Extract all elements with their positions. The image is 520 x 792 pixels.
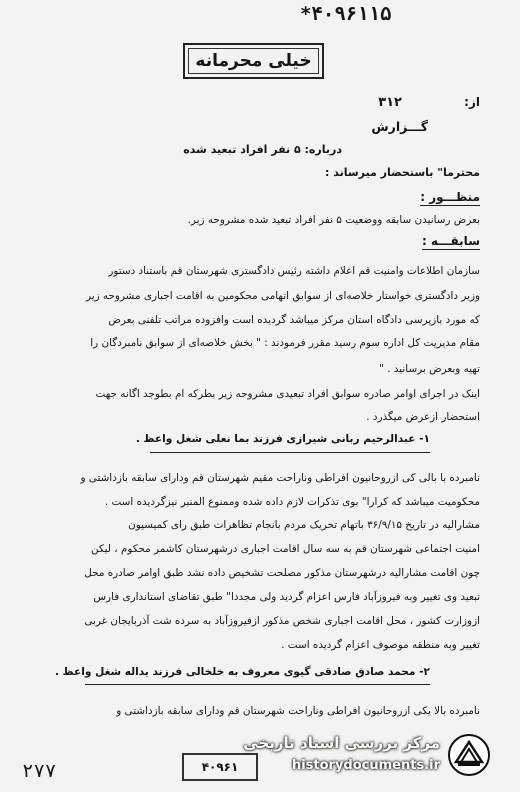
salutation: محترما" باستحضار میرساند : [324,166,480,179]
item1-title: ۱- عبدالرحیم ربانی شیرازی فرزند بما نعلی شغل واعظ . [135,433,430,445]
page-number: ۲۷۷ [22,760,57,782]
item1-line: چون اقامت مشارالیه درشهرستان مذکور مصلحت تشخیص داده نشد طبق اوامر صادره محل [84,567,480,579]
from-label: از: [464,95,480,109]
background-line: وزیر دادگستری خواستار خلاصه‌ای از سوابق اتهامی محکومین به اقامت اجباری مشروحه زیر [85,290,480,302]
archive-seal-icon [446,732,492,778]
item1-line: نامبرده با بالی کی ازروحانیون افراطی وناراحت مقیم شهرستان قم ودارای سابقه بازداشتی و [80,472,480,484]
document-number: *۴۰۹۶۱۱۵ [300,3,392,25]
background-heading-text: سابقـــه : [421,234,480,248]
background-line: مقام مدیریت کل اداره سوم رسید مقرر فرمودند : " بخش خلاصه‌ای از سوابق نامبردگان را [90,337,480,349]
item1-line: امنیت اجتماعی شهرستان قم به سه سال اقامت اجباری درشهرستان کاشمر محکوم ، لیکن [91,543,480,555]
item2-underline [85,684,430,685]
background-line: سازمان اطلاعات وامنیت قم اعلام داشته رئیس دادگستری شهرستان قم باستناد دستور [108,265,480,277]
bottom-stamp: ۴۰۹۶۱ [182,753,258,781]
purpose-text: بعرض رسانیدن سابقه ووضعیت ۵ نفر افراد تبعید شده مشروحه زیر. [187,214,480,226]
item1-line: تبعید وی تغییر وبه فیروزآباد فارس اعزام گردید ولی مجددا" طبق تقاضای استانداری فارس [93,591,480,603]
item1-underline [150,452,430,453]
item2-title: ۲- محمد صادق صادقی گیوی معروف به خلخالی فرزند یداله شغل واعظ . [54,666,430,678]
document-type: گـــزارش [371,119,428,134]
background-heading [422,234,480,248]
watermark-title: مرکز بررسی اسناد تاریخی [243,734,440,752]
item2-line: نامبرده بالا یکی ازروحانیون افراطی وناراحت شهرستان قم ودارای سابقه بازداشتی و [116,705,480,717]
from-value: ۳۱۲ [378,95,402,110]
watermark-url: historydocuments.ir [291,758,440,773]
closing-line: استحضار ازعرض میگذرد . [366,411,480,423]
item1-line: محکومیت میباشد که کرارا" بوی تذکرات لازم داده شده وممنوع المنبر نیزگردیده است . [104,496,480,508]
background-line: تهیه وبعرض برسانید . " [379,363,480,375]
purpose-heading-text: منظـــور : [420,190,480,204]
item1-line: تغییر وبه منطقه موصوف اعزام گردیده است . [281,639,480,651]
watermark [243,730,492,782]
item1-line: ازوزارت کشور ، محل اقامت اجباری شخص مذکور ازفیروزآباد به سرده شت آذربایجان غربی [84,615,480,627]
purpose-heading [420,190,480,204]
closing-line: اینک در اجرای اوامر صادره سوابق افراد تبعیدی مشروحه زیر بطرکه ام بطوجد اگانه جهت [95,388,480,400]
item1-line: مشارالیه در تاریخ ۳۶/۹/۱۵ باتهام تحریک مردم بانجام تظاهرات طبق رای کمیسیون [128,519,480,531]
background-line: که مورد بازپرسی دادگاه استان مرکز میباشد گردیده است وافزوده مراتب تلفنی بعرض [108,314,480,326]
classification-stamp: خیلی محرمانه [183,43,324,79]
subject-line: درباره: ۵ نفر افراد تبعید شده [183,143,342,156]
